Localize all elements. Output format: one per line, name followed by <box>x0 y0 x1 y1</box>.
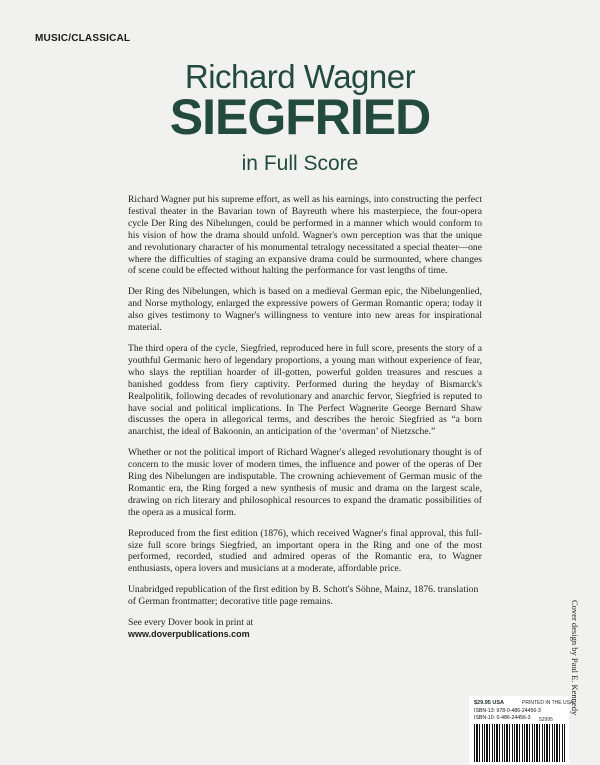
paragraph-2: Der Ring des Nibelungen, which is based on a medieval German epic, the Nibelungenlied, and Norse mythology, enlarged the expressive powers of German Romantic opera; today it also gives testimony to Wagner's willingness to venture into new areas for inspirational material. <box>128 286 482 334</box>
book-subtitle: in Full Score <box>241 152 359 175</box>
isbn10-label: ISBN-10: 0-486-24456-3 <box>474 715 531 721</box>
paragraph-5: Reproduced from the first edition (1876), which received Wagner's final approval, this full-size full score brings Siegfried, an important opera in the Ring and one of the most performed, recorded, studied and admired operas of the Romantic era, to Wagner enthusiasts, opera lovers and musicians at a moderate, affordable price. <box>128 527 482 575</box>
cover-design-credit: Cover design by Paul E. Kennedy <box>570 600 580 716</box>
author-name: Richard Wagner <box>184 58 416 95</box>
paragraph-1: Richard Wagner put his supreme effort, as well as his earnings, into constructing the perfect festival theater in the Bavarian town of Bayreuth where his masterpiece, the four-opera cycle Der Ring des Nibelungen, could be performed in a manner which would conform to his vision of how the drama should unfold. Wagner's own perception was that the unique and revolutionary character of his monumental tetralogy necessitated a special theater—one where the difficulties of staging an expansive drama could be surmounted, where changes of scene could be effected without halting the performance for vast lengths of time. <box>128 194 482 277</box>
dover-url-link[interactable]: www.doverpublications.com <box>128 629 250 639</box>
barcode-addon-number: 52995 <box>539 717 553 723</box>
paragraph-4: Whether or not the political import of Richard Wagner's alleged revolutionary thought is of concern to the music lover of modern times, the influence and power of the operas of Der Ring des Nibelungen are indisputable. The crowning achievement of German music of the Romantic era, the Ring forged a new synthesis of music and drama on the largest scale, drawing on rich literary and philosophical resources to expand the dramatic possibilities of the opera as a musical form. <box>128 447 482 518</box>
book-title: SIEGFRIED <box>169 89 431 145</box>
barcode-icon <box>474 724 566 762</box>
see-dover-text: See every Dover book in print at <box>128 617 254 629</box>
description-body <box>128 194 482 641</box>
paragraph-6: Unabridged republication of the first edition by B. Schott's Söhne, Mainz, 1876. translation of German frontmatter; decorative title page remains. <box>128 584 479 608</box>
printed-in-usa-label: PRINTED IN THE USA <box>522 700 574 706</box>
price-label: $29.95 USA <box>474 700 504 706</box>
paragraph-3: The third opera of the cycle, Siegfried, reproduced here in full score, presents the story of a youthful Germanic hero of legendary proportions, a young man without experience of fear, who slays the reptilian hoarder of ill-gotten, powerful golden treasures and rescues a banished goddess from fiery captivity. Performed during the heyday of Bismarck's Realpolitik, following decades of revolutionary and anarchic fervor, Siegfried is reputed to have social and political implications. In The Perfect Wagnerite George Bernard Shaw discusses the opera in allegorical terms, and describes the heroic Siegfried as “a born anarchist, the ideal of Bakoonin, an anticipation of the ‘overman’ of Nietzsche.” <box>128 342 482 438</box>
category-label: MUSIC/CLASSICAL <box>35 33 131 44</box>
isbn13-label: ISBN-13: 978-0-486-24456-3 <box>474 708 541 714</box>
